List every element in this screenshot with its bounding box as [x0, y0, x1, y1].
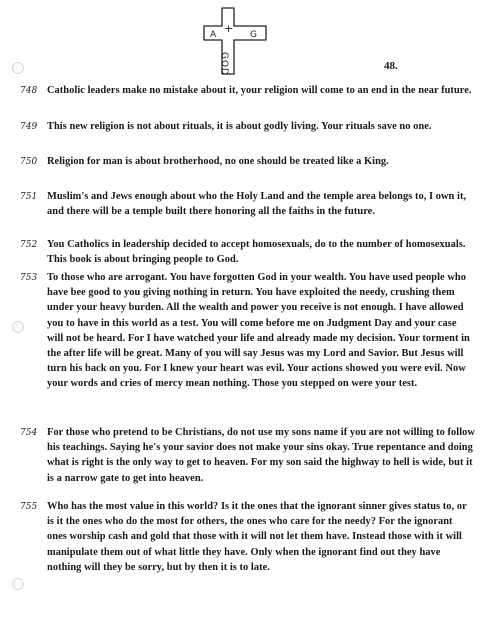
entry-text: Catholic leaders make no mistake about it, your religion will come to an end in the near future. [47, 85, 472, 96]
page-number: 48. [384, 60, 398, 72]
entry-number: 753 [20, 273, 38, 283]
entry-text: Who has the most value in this world? Is it the ones that the ignorant sinner gives status to, or is it the ones who do the most for others, the ones who care for the needy? For the ignorant ones worship cash and gold that those with it will not let them have. Instead those with it will manipulate them out of what little they have. Only when the ignorant find out they have nothing will they be sorry, but by then it is to late. [47, 501, 467, 573]
cross-emblem [200, 6, 270, 76]
entry-751 [20, 189, 475, 219]
emblem-letter-left: A [210, 30, 217, 40]
entry-749 [20, 119, 475, 134]
emblem-word-vertical: GOD [219, 52, 229, 76]
entry-754 [20, 425, 475, 486]
entry-text: You Catholics in leadership decided to accept homosexuals, do to the number of homosexuals. This book is about bringing people to God. [47, 239, 466, 266]
entry-755 [20, 499, 475, 575]
entry-text: To those who are arrogant. You have forgotten God in your wealth. You have used people who have bee good to you giving nothing in return. You have exploited the needy, crushing them under your heavy burden. All the wealth and power you receive is not enough. I have allowed you to have in this world as a test. You will come before me on Judgment Day and your case will not be heard. For I have watched your life and already made my decision. Your torment in the after life will be great. Many of you will say Jesus was my Lord and Savior. But Jesus will turn his back on you. For I knew your heart was evil. Your actions showed you were evil. Now your words and cries of mercy mean nothing. Those you stepped on were your test. [47, 272, 470, 390]
entry-number: 755 [20, 502, 38, 512]
entry-text: This new religion is not about rituals, it is about godly living. Your rituals save no one. [47, 121, 432, 132]
punch-hole [12, 62, 24, 74]
punch-hole [12, 578, 24, 590]
entry-750 [20, 154, 475, 169]
entry-748 [20, 83, 475, 98]
entry-text: For those who pretend to be Christians, do not use my sons name if you are not willing to follow his teachings. Saying he's your savior does not make your sins okay. True repentance and doing what is right is the only way to get to heaven. For my son said the highway to hell is wide, but it is a narrow gate to get into heaven. [47, 427, 475, 484]
entry-number: 748 [20, 86, 38, 96]
entry-753 [20, 270, 475, 392]
entry-number: 749 [20, 122, 38, 132]
emblem-plus: + [224, 22, 234, 35]
entry-752 [20, 237, 475, 267]
punch-hole [12, 321, 24, 333]
entry-text: Religion for man is about brotherhood, no one should be treated like a King. [47, 156, 389, 167]
entry-text: Muslim's and Jews enough about who the Holy Land and the temple area belongs to, I own it, and there will be a temple built there honoring all the faiths in the future. [47, 191, 467, 218]
entry-number: 754 [20, 428, 38, 438]
entry-number: 751 [20, 192, 38, 202]
entry-number: 750 [20, 157, 38, 167]
entry-number: 752 [20, 240, 38, 250]
emblem-letter-right: G [250, 30, 257, 40]
